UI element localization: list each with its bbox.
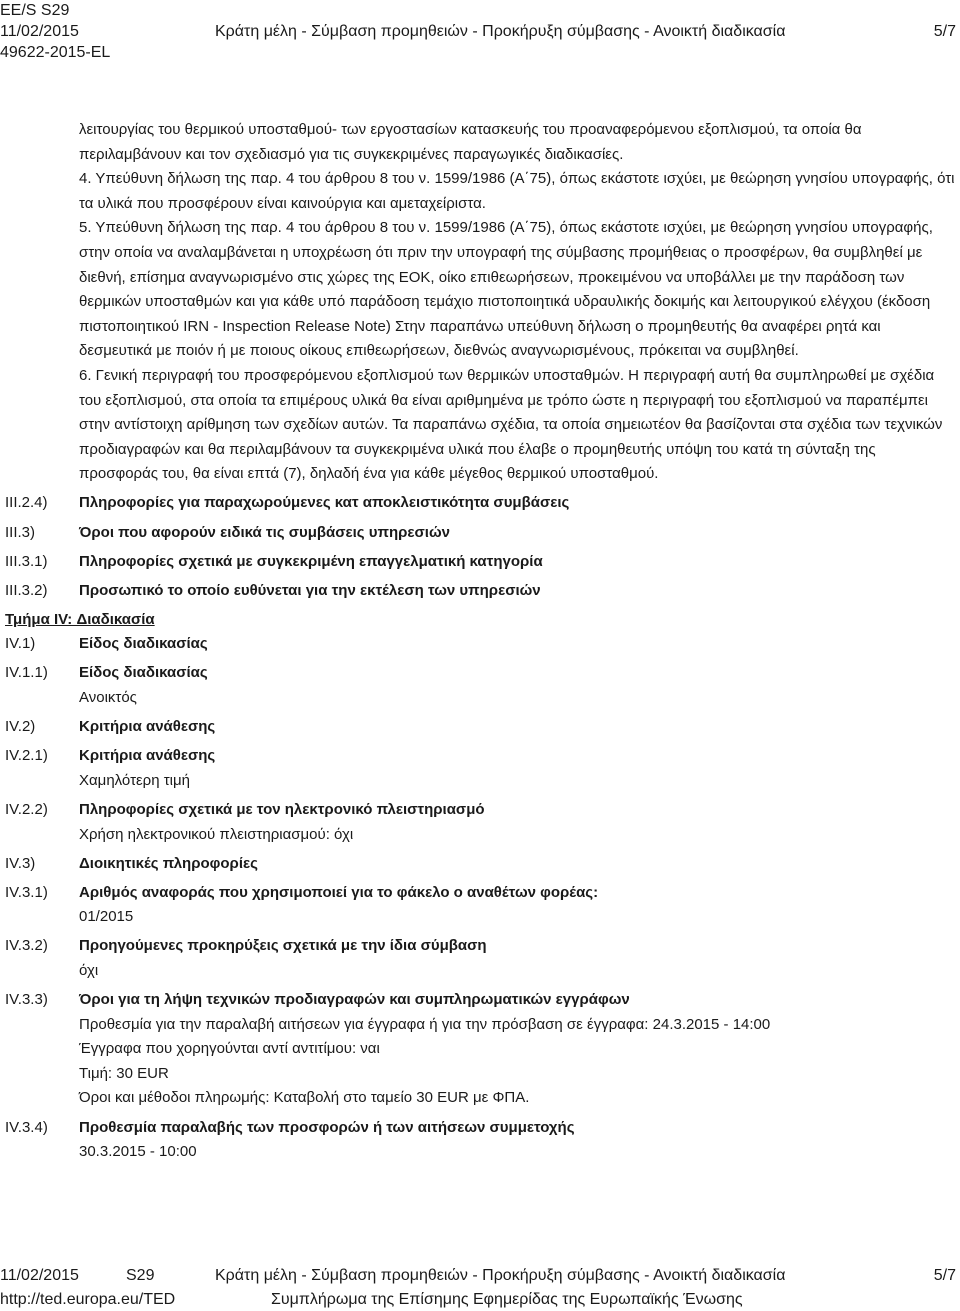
section-number: III.3.2) <box>5 581 48 599</box>
section-title: Είδος διαδικασίας <box>79 635 208 653</box>
section-iv-3-3 <box>5 988 955 1111</box>
section-number: IV.1.1) <box>5 664 48 682</box>
payable-documents: Έγγραφα που χορηγούνται αντί αντιτίμου: ναι <box>79 1040 380 1058</box>
section-number: IV.3.1) <box>5 883 48 901</box>
section-number: III.2.4) <box>5 494 48 512</box>
section-iv-2-2 <box>5 798 955 847</box>
document-body <box>5 118 955 1165</box>
header-left <box>0 0 110 63</box>
section-title: Προσωπικό το οποίο ευθύνεται για την εκτέλεση των υπηρεσιών <box>79 581 541 599</box>
section-number: IV.3) <box>5 854 36 872</box>
header-page: 5/7 <box>933 23 956 40</box>
section-iii-3-2 <box>5 579 955 604</box>
section-title: Πληροφορίες σχετικά με συγκεκριμένη επαγγελματική κατηγορία <box>79 552 543 570</box>
header-doc-id: 49622-2015-EL <box>0 44 111 61</box>
section-number: IV.3.3) <box>5 991 48 1009</box>
footer-series: S29 <box>126 1267 155 1284</box>
section-number: IV.3.4) <box>5 1118 48 1136</box>
section-title: Είδος διαδικασίας <box>79 664 208 682</box>
section-iv-3 <box>5 852 955 877</box>
price: Τιμή: 30 EUR <box>79 1064 169 1082</box>
section-iv-2 <box>5 715 955 740</box>
section-iii-3 <box>5 521 955 546</box>
section-title: Κριτήρια ανάθεσης <box>79 718 216 736</box>
section-title: Πληροφορίες σχετικά με τον ηλεκτρονικό πλειστηριασμό <box>79 800 485 818</box>
section-title: Προηγούμενες προκηρύξεις σχετικά με την ίδια σύμβαση <box>79 937 487 955</box>
section-title: Κριτήρια ανάθεσης <box>79 747 216 765</box>
section-value: Ανοικτός <box>79 689 137 707</box>
section-value: 30.3.2015 - 10:00 <box>79 1143 197 1161</box>
section-iv-2-1 <box>5 744 955 793</box>
header-title: Κράτη μέλη - Σύμβαση προμηθειών - Προκήρυξη σύμβασης - Ανοικτή διαδικασία <box>215 23 786 40</box>
header-date: 11/02/2015 <box>0 23 79 40</box>
section-number: III.3) <box>5 523 36 541</box>
intro-paragraph: λειτουργίας του θερμικού υποσταθμού- των εργοστασίων κατασκευής του προαναφερόμενου εξοπλισμού, τα οποία θα περιλαμβάνουν και τον σχεδιασμό για τις συγκεκριμένες παραγωγικές διαδικασίες. 4. Υπεύθυνη δήλωση της παρ. 4 του άρθρου 8 του ν. 1599/1986 (Α΄75), όπως εκάστοτε ισχύει, με θεώρηση γνησίου υπογραφής, ότι τα υλικά που προσφέρουν είναι καινούργια και αμεταχείριστα. 5. Υπεύθυνη δήλωση της παρ. 4 του άρθρου 8 του ν. 1599/1986 (Α΄75), όπως εκάστοτε ισχύει, με θεώρηση γνησίου υπογραφής, στην οποία να αναλαμβάνεται η υποχρέωση ότι πριν την υπογραφή της σύμβασης προμήθειας ο προσφέρων, θα συμβληθεί με διεθνή, επίσημα αναγνωρισμένο στις χώρες της ΕΟΚ, οίκο επιθεωρήσεων, προκειμένου να υποβάλλει με την παράδοση των θερμικών υποσταθμών και για κάθε υπό παράδοση τεμάχιο πιστοποιητικά υδραυλικής δοκιμής και λειτουργικού ελέγχου (έκδοση πιστοποιητικού IRN - Inspection Release Note) Στην παραπάνω υπεύθυνη δήλωση ο προμηθευτής θα αναφέρει ρητά και δεσμευτικά με ποιόν ή με ποιους οίκους επιθεωρήσεων, διεθνώς αναγνωρισμένους, πρόκειται να συμβληθεί. 6. Γενική περιγραφή του προσφερόμενου εξοπλισμού των θερμικών υποσταθμών. Η περιγραφή αυτή θα συμπληρωθεί με σχέδια του εξοπλισμού, στα οποία τα επιμέρους υλικά θα είναι αριθμημένα με τρόπο ώστε η περιγραφή του εξοπλισμού να παραπέμπει στην αντίστοιχη αρίθμηση των σχεδίων αυτών. Τα παραπάνω σχέδια, τα οποία σημειωτέον θα βασίζονται στα σχέδια των τεχνικών προδιαγραφών και θα περιλαμβάνουν τα συγκεκριμένα υλικά που έλαβε ο προμηθευτής υπόψη του κατά τη σύνταξη της προσφοράς του, θα είναι επτά (7), δηλαδή ένα για κάθε μέγεθος θερμικού υποσταθμού. <box>79 121 955 483</box>
section-title: Όροι για τη λήψη τεχνικών προδιαγραφών και συμπληρωματικών εγγράφων <box>79 991 630 1009</box>
section-iii-2-4 <box>5 491 955 516</box>
footer-subtitle: Συμπλήρωμα της Επίσημης Εφημερίδας της Ευρωπαϊκής Ένωσης <box>271 1291 743 1308</box>
section-iv-3-2 <box>5 934 955 983</box>
footer-date: 11/02/2015 <box>0 1267 79 1284</box>
section-number: IV.2.2) <box>5 800 48 818</box>
section-title: Αριθμός αναφοράς που χρησιμοποιεί για το φάκελο ο αναθέτων φορέας: <box>79 883 599 901</box>
payment-terms: Όροι και μέθοδοι πληρωμής: Καταβολή στο ταμείο 30 EUR με ΦΠΑ. <box>79 1089 530 1107</box>
section-iv-3-1 <box>5 881 955 930</box>
section-value: Χαμηλότερη τιμή <box>79 771 190 789</box>
section-value: 01/2015 <box>79 908 134 926</box>
section-title: Πληροφορίες για παραχωρούμενες κατ αποκλειστικότητα συμβάσεις <box>79 494 570 512</box>
header-code: EE/S S29 <box>0 2 70 19</box>
section-iv-3-4 <box>5 1116 955 1165</box>
footer-title: Κράτη μέλη - Σύμβαση προμηθειών - Προκήρυξη σύμβασης - Ανοικτή διαδικασία <box>215 1267 786 1284</box>
section-value: Χρήση ηλεκτρονικού πλειστηριασμού: όχι <box>79 825 354 843</box>
section-title: Διοικητικές πληροφορίες <box>79 854 258 872</box>
documents-deadline: Προθεσμία για την παραλαβή αιτήσεων για έγγραφα ή για την πρόσβαση σε έγγραφα: 24.3.2015 - 14:00 <box>79 1015 771 1033</box>
section-iv-1-1 <box>5 661 955 710</box>
part-iv-heading: Τμήμα IV: Διαδικασία <box>5 610 155 628</box>
section-number: III.3.1) <box>5 552 48 570</box>
section-title: Όροι που αφορούν ειδικά τις συμβάσεις υπηρεσιών <box>79 523 450 541</box>
footer-url[interactable]: http://ted.europa.eu/TED <box>0 1291 176 1308</box>
section-value: όχι <box>79 962 99 979</box>
section-number: IV.1) <box>5 635 36 653</box>
section-number: IV.2) <box>5 718 36 736</box>
footer-page: 5/7 <box>933 1267 956 1284</box>
section-number: IV.3.2) <box>5 937 48 955</box>
section-iii-3-1 <box>5 550 955 575</box>
section-iv-1 <box>5 632 955 657</box>
section-number: IV.2.1) <box>5 747 48 765</box>
section-title: Προθεσμία παραλαβής των προσφορών ή των αιτήσεων συμμετοχής <box>79 1118 575 1136</box>
